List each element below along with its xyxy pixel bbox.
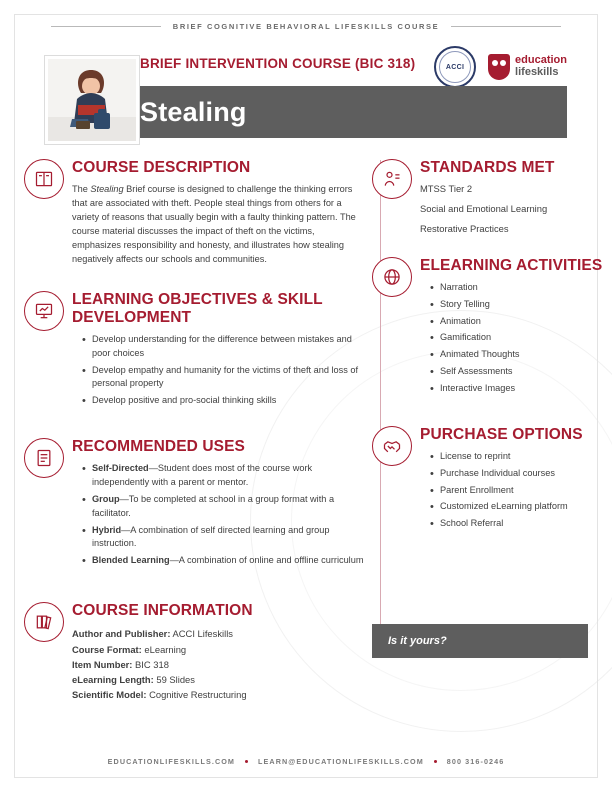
globe-icon	[372, 257, 412, 297]
info-label: Author and Publisher:	[72, 628, 171, 640]
item-text: —A combination of online and offline curriculum	[169, 555, 364, 566]
info-label: eLearning Length:	[72, 673, 154, 685]
handshake-icon	[372, 426, 412, 466]
page-title: Stealing	[140, 96, 247, 127]
list-item: • License to reprint	[432, 450, 612, 464]
info-row	[72, 672, 364, 687]
info-value: BIC 318	[135, 658, 169, 670]
section-course-description	[24, 159, 364, 267]
info-value: 59 Slides	[156, 673, 195, 685]
logo-line-1: education	[515, 54, 567, 67]
desc-emphasis: Stealing	[90, 184, 124, 195]
list-item: • Develop empathy and humanity for the victims of theft and loss of personal property	[84, 364, 364, 392]
section-learning-objectives	[24, 291, 364, 408]
desc-pre: The	[72, 184, 91, 195]
course-cover-image	[45, 56, 139, 144]
teacher-icon	[372, 159, 412, 199]
learning-objectives-list	[72, 333, 364, 408]
list-item: • Interactive Images	[432, 382, 612, 396]
item-label: Self-Directed	[92, 463, 149, 474]
desc-post: Brief course is designed to challenge the thinking errors that are associated with theft. People steal things from others for a variety of reasons that usually begin with a faulty thinking pattern. The course material discusses the impact of theft on the victims, emphasizes responsibility and honesty, and illustrates how stealing negatively affects our schools and communities.	[72, 184, 356, 265]
is-it-yours-banner	[372, 624, 588, 658]
list-item: • Story Telling	[432, 298, 612, 312]
info-value: Cognitive Restructuring	[149, 689, 247, 701]
item-text: —Student does most of the course work independently with a parent or mentor.	[92, 463, 313, 488]
list-item: • Self Assessments	[432, 365, 612, 379]
list-item: Restorative Practices	[420, 222, 509, 234]
footer-email[interactable]: LEARN@EDUCATIONLIFESKILLS.COM	[258, 757, 424, 766]
list-item: • Develop understanding for the difference between mistakes and poor choices	[84, 333, 364, 361]
list-item: • Parent Enrollment	[432, 484, 612, 498]
section-recommended-uses	[24, 438, 364, 568]
info-row	[72, 687, 364, 702]
footer-separator-dot	[434, 760, 437, 763]
purchase-options-list	[420, 450, 612, 531]
list-item	[84, 524, 364, 552]
logo-line-2: lifeskills	[515, 66, 559, 78]
right-column	[372, 155, 612, 549]
top-ribbon	[0, 22, 612, 31]
list-item: • Animated Thoughts	[432, 348, 612, 362]
books-icon	[24, 602, 64, 642]
recommended-uses-list	[72, 462, 364, 568]
section-course-information	[24, 602, 364, 703]
course-description-text	[72, 183, 364, 267]
section-heading: COURSE DESCRIPTION	[72, 159, 251, 176]
acci-seal-text: ACCI	[445, 63, 465, 71]
content-columns	[24, 155, 603, 732]
ribbon-line-left	[51, 26, 161, 27]
section-heading: PURCHASE OPTIONS	[420, 425, 583, 443]
list-item: • Animation	[432, 315, 612, 329]
info-value: eLearning	[144, 643, 187, 655]
education-lifeskills-logo	[488, 54, 567, 80]
standards-met-list	[420, 183, 612, 234]
list-item: • Narration	[432, 281, 612, 295]
item-label: Group	[92, 493, 120, 504]
section-heading: COURSE INFORMATION	[72, 601, 253, 619]
list-item: • Purchase Individual courses	[432, 467, 612, 481]
list-item: • Customized eLearning platform	[432, 500, 612, 514]
list-item	[84, 493, 364, 521]
item-text: —To be completed at school in a group format with a facilitator.	[92, 493, 335, 518]
left-column	[24, 155, 364, 720]
info-row	[72, 642, 364, 657]
list-item	[84, 462, 364, 490]
student-illustration-icon	[48, 59, 136, 141]
footer-phone: 800 316-0246	[446, 757, 505, 766]
item-label: Hybrid	[92, 524, 122, 535]
list-item: • School Referral	[432, 517, 612, 531]
section-standards-met	[372, 159, 612, 235]
ribbon-text: BRIEF COGNITIVE BEHAVIORAL LIFESKILLS COURSE	[172, 22, 440, 31]
info-row	[72, 626, 364, 641]
info-label: Course Format:	[72, 643, 142, 655]
section-heading: ELEARNING ACTIVITIES	[420, 256, 603, 274]
item-text: —A combination of self directed learning and group instruction.	[92, 524, 330, 549]
ribbon-line-right	[451, 26, 561, 27]
elearning-activities-list	[420, 281, 612, 396]
logo-group	[434, 46, 567, 88]
acci-seal-icon	[434, 46, 476, 88]
page-footer	[0, 757, 612, 766]
list-item: Social and Emotional Learning	[420, 203, 548, 215]
info-row	[72, 657, 364, 672]
section-heading: RECOMMENDED USES	[72, 437, 245, 455]
owl-icon	[488, 54, 510, 80]
book-icon	[24, 159, 64, 199]
item-label: Blended Learning	[92, 555, 170, 566]
course-code: BRIEF INTERVENTION COURSE (BIC 318)	[140, 56, 416, 71]
section-elearning-activities	[372, 257, 612, 396]
footer-website[interactable]: EDUCATIONLIFESKILLS.COM	[107, 757, 236, 766]
logo-wordmark	[515, 55, 567, 78]
info-label: Scientific Model:	[72, 689, 147, 701]
section-heading: STANDARDS MET	[420, 159, 555, 176]
course-information-list	[72, 626, 364, 702]
presentation-icon	[24, 291, 64, 331]
list-item: • Gamification	[432, 331, 612, 345]
info-value: ACCI Lifeskills	[172, 628, 233, 640]
list-item	[84, 554, 364, 568]
is-it-yours-text: Is it yours?	[388, 635, 447, 647]
list-item: • Develop positive and pro-social thinking skills	[84, 394, 364, 408]
checklist-icon	[24, 438, 64, 478]
section-heading: LEARNING OBJECTIVES & SKILL DEVELOPMENT	[72, 291, 323, 326]
list-item: MTSS Tier 2	[420, 183, 473, 195]
footer-separator-dot	[245, 760, 248, 763]
section-purchase-options	[372, 426, 612, 531]
info-label: Item Number:	[72, 658, 133, 670]
